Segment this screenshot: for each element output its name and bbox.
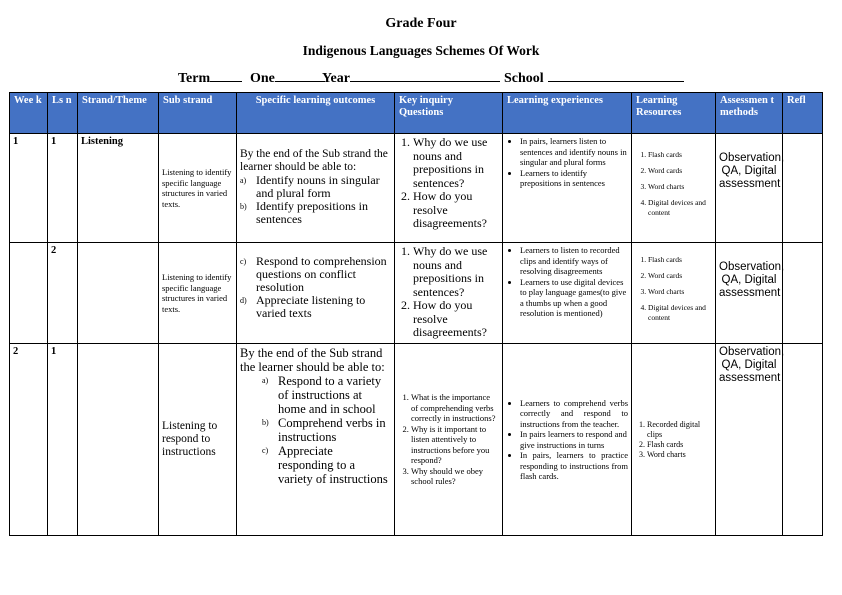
question-item: 2. How do you resolve disagreements?: [413, 190, 499, 231]
schemes-table: [9, 92, 823, 536]
outcomes-intro: By the end of the Sub strand the learner should be able to:: [240, 346, 385, 374]
table-row: [10, 134, 823, 243]
table-header-row: [10, 93, 823, 134]
week-cell: 1: [10, 134, 48, 243]
document-title: Indigenous Languages Schemes Of Work: [302, 43, 540, 58]
resource-item: 2. Word cards: [648, 271, 712, 281]
col-header-resources: Learning Resources: [632, 93, 716, 134]
col-header-experiences: Learning experiences: [503, 93, 632, 134]
question-item: 1. What is the importance of comprehending verbs correctly in instructions?: [411, 392, 499, 424]
resource-item: 3. Word charts: [648, 182, 712, 192]
question-item: 1. Why do we use nouns and prepositions in sentences?: [413, 245, 499, 299]
outcome-item: b) Comprehend verbs in instructions: [262, 416, 386, 444]
substrand-cell: Listening to identify specific language structures in varied texts.: [159, 134, 237, 243]
resource-item: 4. Digital devices and content: [648, 198, 712, 218]
resource-item: 2. Word cards: [648, 166, 712, 176]
questions-cell: [395, 243, 503, 344]
outcomes-cell: [237, 134, 395, 243]
lesson-cell: 1: [48, 344, 78, 536]
outcomes-cell: [237, 344, 395, 536]
assessment-cell: Observation, QA, Digital assessment: [716, 134, 783, 243]
experiences-cell: [503, 243, 632, 344]
outcomes-intro: By the end of the Sub strand the learner should be able to:: [240, 148, 388, 173]
outcome-item: d) Appreciate listening to varied texts: [240, 293, 366, 320]
school-label: School: [504, 67, 684, 87]
experience-item: • In pairs, learners listen to sentences and identify nouns in singular and plural forms: [520, 136, 628, 168]
week-cell: 2: [10, 344, 48, 536]
resource-item: 1. Flash cards: [648, 150, 712, 160]
substrand-cell: Listening to respond to instructions: [159, 344, 237, 536]
col-header-strand: Strand/Theme: [78, 93, 159, 134]
reflection-cell: [783, 344, 823, 536]
table-row: [10, 243, 823, 344]
reflection-cell: [783, 134, 823, 243]
resource-item: 1. Flash cards: [648, 255, 712, 265]
question-item: 3. Why should we obey school rules?: [411, 466, 499, 487]
col-header-lesson: Ls n: [48, 93, 78, 134]
col-header-outcomes: Specific learning outcomes: [237, 93, 395, 134]
strand-cell: Listening: [78, 134, 159, 243]
resources-cell: [632, 344, 716, 536]
outcomes-cell: [237, 243, 395, 344]
col-header-questions: Key inquiry Questions: [395, 93, 503, 134]
resource-item: 3. Word charts: [647, 450, 712, 460]
resource-item: 2. Flash cards: [647, 440, 712, 450]
grade-title: Grade Four: [385, 16, 457, 31]
questions-cell: [395, 344, 503, 536]
question-item: 2. Why is it important to listen attentively to instructions before you respond?: [411, 424, 499, 466]
resources-cell: [632, 243, 716, 344]
outcome-item: b) Identify prepositions in sentences: [240, 199, 368, 226]
term-blank-1: [210, 67, 242, 82]
resource-item: 4. Digital devices and content: [648, 303, 712, 323]
resource-item: 3. Word charts: [648, 287, 712, 297]
strand-cell: [78, 243, 159, 344]
year-blank: [350, 67, 500, 82]
strand-cell: [78, 344, 159, 536]
outcome-item: a) Respond to a variety of instructions at home and in school: [262, 374, 382, 416]
col-header-reflection: Refl: [783, 93, 823, 134]
question-item: 2. How do you resolve disagreements?: [413, 299, 499, 340]
outcome-item: a) Identify nouns in singular and plural form: [240, 173, 380, 200]
year-label: Year: [322, 67, 500, 87]
questions-cell: [395, 134, 503, 243]
lesson-cell: 1: [48, 134, 78, 243]
assessment-cell: Observation, QA, Digital assessment: [716, 243, 783, 344]
experience-item: • Learners to listen to recorded clips and identify ways of resolving disagreements: [520, 245, 628, 277]
experience-item: • In pairs, learners to practice responding to instructions from flash cards.: [520, 450, 628, 482]
col-header-assessment: Assessmen t methods: [716, 93, 783, 134]
experience-item: • Learners to use digital devices to play language games(to give a thumbs up when a good resolution is mentioned): [520, 277, 628, 319]
experience-item: • Learners to identify prepositions in sentences: [520, 168, 628, 189]
term-value: One: [250, 67, 325, 87]
lesson-cell: 2: [48, 243, 78, 344]
col-header-substrand: Sub strand: [159, 93, 237, 134]
substrand-cell: Listening to identify specific language structures in varied texts.: [159, 243, 237, 344]
reflection-cell: [783, 243, 823, 344]
term-blank-2: [275, 67, 325, 82]
assessment-cell: Observation, QA, Digital assessment: [716, 344, 783, 536]
experiences-cell: [503, 134, 632, 243]
experience-item: • Learners to comprehend verbs correctly and respond to instructions from the teacher.: [520, 398, 628, 430]
school-blank: [548, 67, 684, 82]
experience-item: • In pairs learners to respond and give instructions in turns: [520, 429, 628, 450]
outcome-item: c) Respond to comprehension questions on conflict resolution: [240, 254, 387, 294]
resource-item: 1. Recorded digital clips: [647, 420, 712, 440]
col-header-week: Wee k: [10, 93, 48, 134]
outcome-item: c) Appreciate responding to a variety of instructions: [262, 444, 388, 486]
week-cell: [10, 243, 48, 344]
term-label: Term: [178, 67, 242, 87]
resources-cell: [632, 134, 716, 243]
table-row: [10, 344, 823, 536]
experiences-cell: [503, 344, 632, 536]
question-item: 1. Why do we use nouns and prepositions in sentences?: [413, 136, 499, 190]
